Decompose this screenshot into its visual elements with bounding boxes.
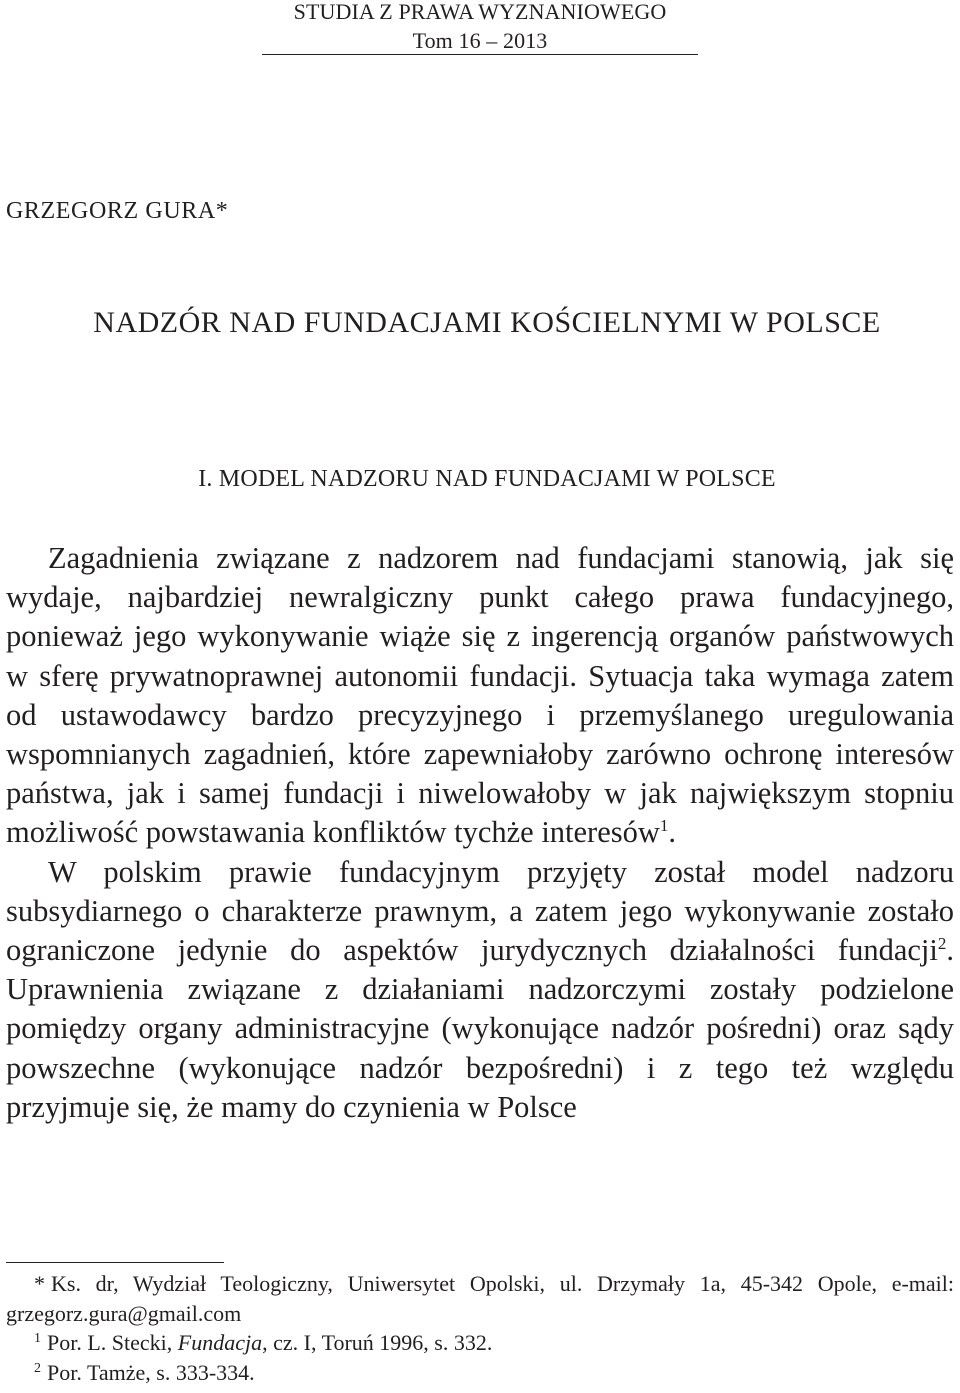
footnote-2-number: 2 — [34, 1360, 41, 1376]
asterisk-marker: * — [34, 1271, 45, 1296]
journal-volume: Tom 16 – 2013 — [412, 28, 548, 53]
footnote-1-pre: Por. L. Stecki, — [47, 1330, 178, 1355]
paragraph-1-end: . — [668, 815, 677, 850]
section-heading: I. MODEL NADZORU NAD FUNDACJAMI W POLSCE — [198, 466, 776, 492]
footnote-2-text: Por. Tamże, s. 333-334. — [47, 1359, 255, 1385]
footnote-rule — [6, 1262, 224, 1263]
article-body — [6, 539, 954, 1127]
footnote-1-title: Fundacja — [177, 1330, 263, 1355]
author-name: GRZEGORZ GURA* — [6, 198, 229, 224]
footnote-author — [6, 1269, 954, 1328]
journal-header — [262, 0, 698, 55]
footnote-ref-2[interactable]: 2 — [937, 934, 947, 954]
footnotes — [6, 1269, 954, 1387]
paragraph-2-text-a: W polskim prawie fundacyjnym przyjęty został model nadzoru subsydiarnego o charakterze prawnym, a zatem jego wykonywanie zostało ograniczone jedynie do aspektów jurydycznych działalności fundacji — [6, 854, 954, 968]
paragraph-2 — [6, 853, 954, 1127]
journal-title: STUDIA Z PRAWA WYZNANIOWEGO — [293, 0, 667, 24]
header-rule — [262, 54, 698, 55]
footnote-1-number: 1 — [34, 1331, 41, 1346]
footnote-ref-1[interactable]: 1 — [659, 816, 669, 836]
paragraph-1 — [6, 539, 954, 853]
paragraph-1-text: Zagadnienia związane z nadzorem nad fundacjami stanowią, jak się wydaje, najbardziej newralgiczny punkt całego prawa fundacyjnego, ponieważ jego wykonywanie wiąże się z ingerencją organów państwowych w sferę prywatnoprawnej autonomii fundacji. Sytuacja taka wymaga zatem od ustawodawcy bardzo precyzyjnego i przemyślanego uregulowania wspomnianych zagadnień, które zapewniałoby zarówno ochronę interesów państwa, jak i samej fundacji i niwelowałoby w jak największym stopniu możliwość powstawania konfliktów tychże interesów — [6, 541, 954, 850]
footnote-author-text: Ks. dr, Wydział Teologiczny, Uniwersytet Opolski, ul. Drzymały 1a, 45-342 Opole, e-mail: grzegorz.gura@gmail.com — [6, 1271, 954, 1326]
article-title: NADZÓR NAD FUNDACJAMI KOŚCIELNYMI W POLSCE — [93, 306, 881, 339]
footnote-1 — [6, 1328, 954, 1358]
footnote-1-post: , cz. I, Toruń 1996, s. 332. — [262, 1330, 493, 1355]
paragraph-2-text-b: . Uprawnienia związane z działaniami nadzorczymi zostały podzielone pomiędzy organy administracyjne (wykonujące nadzór pośredni) oraz sądy powszechne (wykonujące nadzór bezpośredni) i z tego też względu przyjmuje się, że mamy do czynienia w Polsce — [6, 933, 954, 1124]
footnote-2 — [6, 1358, 954, 1388]
